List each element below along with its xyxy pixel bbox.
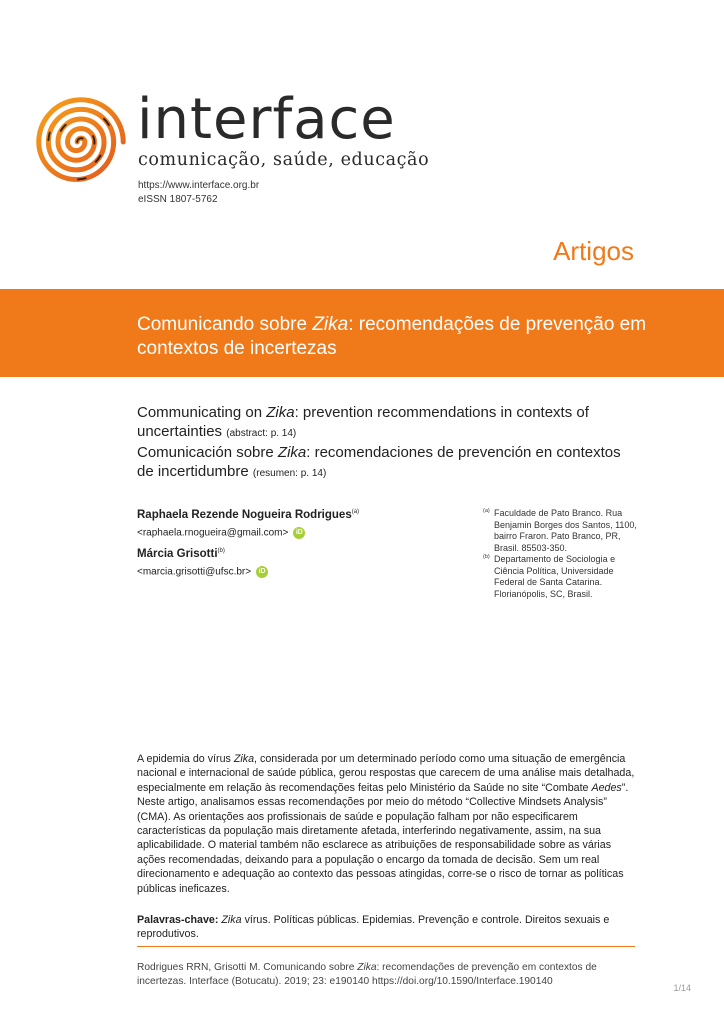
author-1-affiliation-mark: (a) xyxy=(351,509,360,516)
alt-title-en xyxy=(137,403,637,443)
affiliation-a xyxy=(483,508,643,554)
alt-title-en-part2: : prevention recommendations in contexts of uncertainties xyxy=(137,404,589,440)
journal-tagline: comunicação, saúde, educação xyxy=(138,150,430,170)
author-2-affiliation-mark: (b) xyxy=(217,548,225,555)
affiliation-b-label: (b) xyxy=(483,554,490,560)
journal-issn: eISSN 1807-5762 xyxy=(138,194,218,205)
section-label: Artigos xyxy=(553,236,634,266)
affiliation-a-label: (a) xyxy=(483,508,490,514)
alt-title-es-part1: Comunicación sobre xyxy=(137,444,278,461)
author-1-name-text: Raphaela Rezende Nogueira Rodrigues xyxy=(137,509,352,521)
abstract-text-2: , considerada por um determinado período como uma situação de emergência nacional e internacional de saúde pública, gerou respostas que carecem de uma análise mais detalhada, especialmente em relação às recomendações feitas pelo Ministério da Saúde no site “Combate xyxy=(137,753,635,794)
alt-title-en-note[interactable]: (abstract: p. 14) xyxy=(226,428,297,439)
alt-title-en-italic: Zika xyxy=(266,404,295,421)
abstract xyxy=(137,752,635,896)
article-title-part1: Comunicando sobre xyxy=(137,314,313,335)
author-2-name-text: Márcia Grisotti xyxy=(137,548,218,560)
author-2-name xyxy=(137,548,225,560)
author-1-email-line xyxy=(137,527,305,539)
affiliation-a-text: Faculdade de Pato Branco. Rua Benjamin Borges dos Santos, 1100, bairro Fraron. Pato Branco, PR, Brasil. 85503-350. xyxy=(494,508,637,553)
article-title xyxy=(137,313,677,361)
keywords xyxy=(137,913,635,942)
article-title-part2: : recomendações de prevenção em contextos de incertezas xyxy=(137,314,647,359)
citation-text-1: Rodrigues RRN, Grisotti M. Comunicando sobre xyxy=(137,962,358,973)
orcid-icon[interactable]: iD xyxy=(293,527,305,539)
alt-title-es-note[interactable]: (resumen: p. 14) xyxy=(252,468,327,479)
citation xyxy=(137,961,635,988)
citation-italic: Zika xyxy=(357,962,377,973)
alt-title-es-italic: Zika xyxy=(277,444,307,461)
alt-title-es-part2: : recomendaciones de prevención en contextos de incertidumbre xyxy=(137,444,621,480)
journal-brand-name: interface xyxy=(137,87,396,152)
divider-line xyxy=(137,946,635,947)
keywords-label: Palavras-chave: xyxy=(137,914,219,926)
spiral-logo-icon xyxy=(33,94,129,190)
citation-text-2[interactable]: : recomendações de prevenção em contextos de incertezas. Interface (Botucatu). 2019; 23: e190140 https://doi.org/10.1590/Interface.190140 xyxy=(137,962,597,987)
orcid-icon[interactable]: iD xyxy=(256,566,268,578)
abstract-italic-1: Zika xyxy=(233,753,255,765)
keywords-text: vírus. Políticas públicas. Epidemias. Prevenção e controle. Direitos sexuais e reprodutivos. xyxy=(137,914,610,941)
page-number: 1/14 xyxy=(673,983,691,993)
author-1-name xyxy=(137,509,359,521)
abstract-text-1: A epidemia do vírus xyxy=(137,753,234,765)
affiliation-b-text: Departamento de Sociologia e Ciência Política, Universidade Federal de Santa Catarina. Florianópolis, SC, Brasil. xyxy=(494,554,616,599)
abstract-text-3: ”. Neste artigo, analisamos essas recomendações por meio do método “Collective Mindsets Analysis” (CMA). As orientações aos profissionais de saúde e população falham por não especificarem características da população mais diretamente afetada, interferindo negativamente, assim, na sua aplicabilidade. O material também não esclarece as atribuições de responsabilidade sobre as várias ações recomendadas, deixando para a população o encargo da tomada de decisão. Sem um real direcionamento e adequação ao contexto das pessoas atingidas, corre-se o risco de tornar as políticas públicas ineficazes. xyxy=(137,781,629,895)
keywords-italic: Zika xyxy=(221,914,242,926)
author-2-email-line xyxy=(137,566,268,578)
author-1-email[interactable]: <raphaela.rnogueira@gmail.com> xyxy=(137,527,289,539)
alt-title-en-part1: Communicating on xyxy=(137,404,267,421)
journal-url[interactable]: https://www.interface.org.br xyxy=(138,180,260,191)
abstract-italic-2: Aedes xyxy=(591,781,622,794)
author-2-email[interactable]: <marcia.grisotti@ufsc.br> xyxy=(137,566,252,578)
article-title-italic: Zika xyxy=(312,314,349,335)
affiliation-b xyxy=(483,554,643,600)
alt-title-es xyxy=(137,443,637,483)
